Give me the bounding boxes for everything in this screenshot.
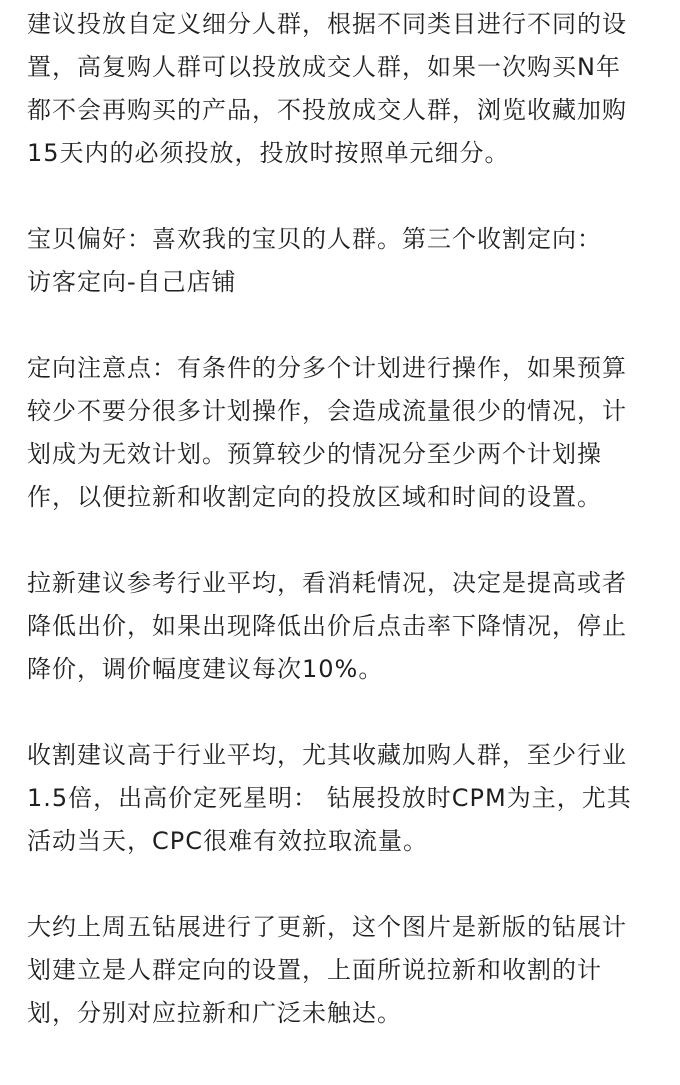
paragraph-gap [27,691,659,734]
paragraph-gap [27,519,659,562]
paragraph-item-preference [27,218,659,304]
text-line: 1.5倍，出高价定死星明： 钻展投放时CPM为主，尤其 [27,784,632,812]
text-line: 作，以便拉新和收割定向的投放区域和时间的设置。 [27,483,602,511]
paragraph-custom-audience [27,3,659,175]
paragraph-update-note [27,906,659,1035]
text-line: 宝贝偏好：喜欢我的宝贝的人群。第三个收割定向： [27,225,602,253]
paragraph-gap [27,304,659,347]
text-line: 划成为无效计划。预算较少的情况分至少两个计划操 [27,440,602,468]
text-line: 较少不要分很多计划操作，会造成流量很少的情况，计 [27,397,627,425]
text-line: 15天内的必须投放，投放时按照单元细分。 [27,139,510,167]
text-line: 降低出价，如果出现降低出价后点击率下降情况，停止 [27,612,627,640]
paragraph-targeting-notes [27,347,659,519]
text-line: 降价，调价幅度建议每次10%。 [27,655,384,683]
text-line: 收割建议高于行业平均，尤其收藏加购人群，至少行业 [27,741,627,769]
text-line: 都不会再购买的产品，不投放成交人群，浏览收藏加购 [27,96,627,124]
paragraph-gap [27,175,659,218]
paragraph-harvest-bidding [27,734,659,863]
text-line: 置，高复购人群可以投放成交人群，如果一次购买N年 [27,53,621,81]
text-line: 拉新建议参考行业平均，看消耗情况，决定是提高或者 [27,569,627,597]
article-body [27,0,659,1035]
text-line: 划，分别对应拉新和广泛未触达。 [27,999,402,1027]
text-line: 大约上周五钻展进行了更新，这个图片是新版的钻展计 [27,913,627,941]
text-line: 活动当天，CPC很难有效拉取流量。 [27,827,428,855]
text-line: 定向注意点：有条件的分多个计划进行操作，如果预算 [27,354,627,382]
text-line: 建议投放自定义细分人群，根据不同类目进行不同的设 [27,10,627,38]
paragraph-gap [27,863,659,906]
text-line: 划建立是人群定向的设置，上面所说拉新和收割的计 [27,956,602,984]
paragraph-acquisition-bidding [27,562,659,691]
text-line: 访客定向-自己店铺 [27,268,237,296]
